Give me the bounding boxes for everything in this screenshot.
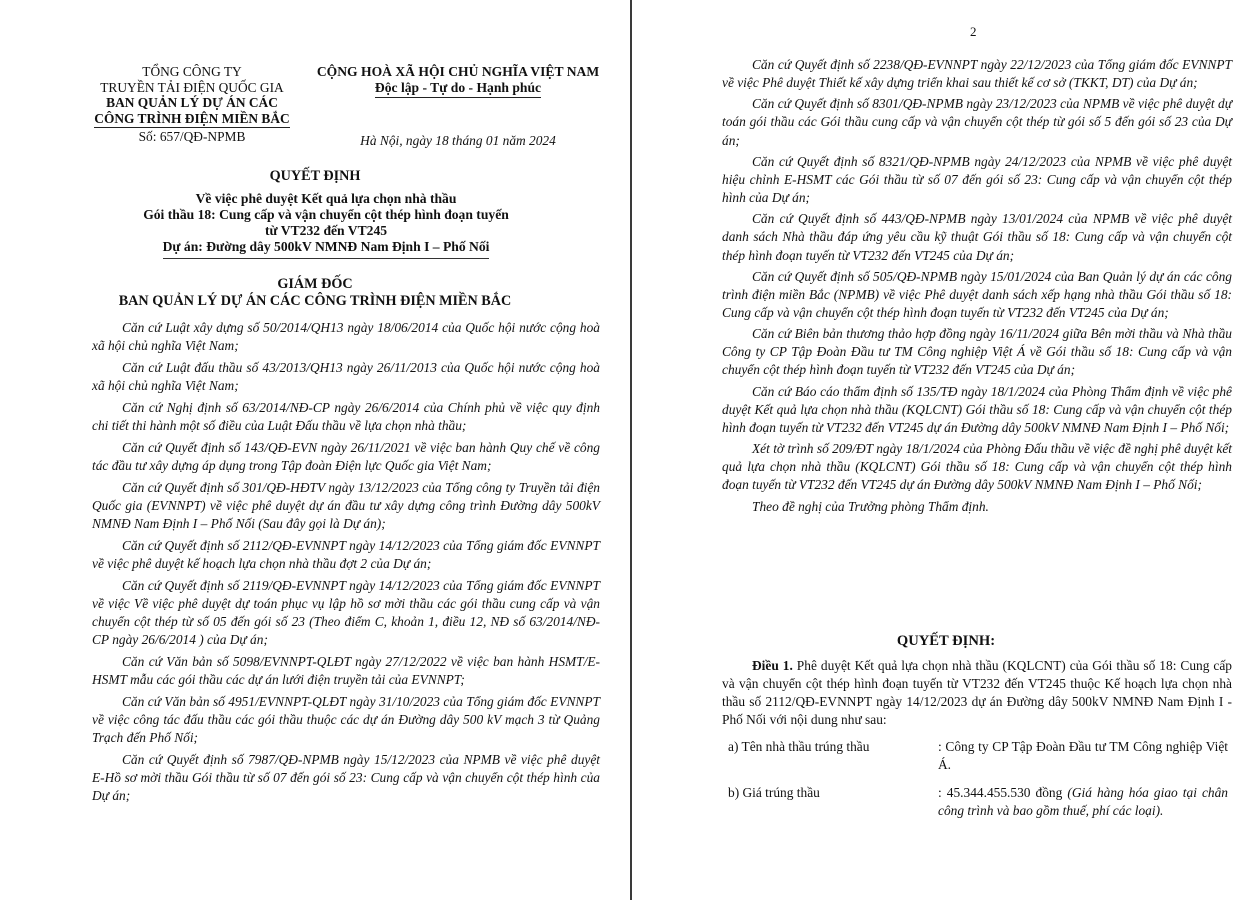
winning-price-label: b) Giá trúng thầu: [728, 785, 820, 800]
decision-subject: [56, 191, 596, 259]
legal-basis-paragraph: Căn cứ Quyết định số 8321/QĐ-NPMB ngày 24/12/2023 của NPMB về việc phê duyệt hiệu chỉnh E-HSMT các Gói thầu từ số 07 đến gói số 23: Cung cấp và vận chuyển cột thép hình của Dự án;: [722, 153, 1232, 206]
legal-basis-paragraph: Căn cứ Văn bản số 5098/EVNNPT-QLĐT ngày 27/12/2022 về việc ban hành HSMT/E-HSMT mẫu các gói thầu các dự án lưới điện truyền tải của EVNNPT;: [92, 654, 600, 688]
national-header: [300, 64, 616, 98]
subject-line-1: Về việc phê duyệt Kết quả lựa chọn nhà thầu: [195, 191, 457, 206]
org-line-4: CÔNG TRÌNH ĐIỆN MIỀN BẮC: [94, 111, 289, 129]
document-title: QUYẾT ĐỊNH: [269, 168, 361, 184]
org-line-2: TRUYỀN TẢI ĐIỆN QUỐC GIA: [100, 79, 284, 95]
winning-bidder-label: a) Tên nhà thầu trúng thầu: [728, 739, 870, 754]
legal-basis-paragraph: Căn cứ Quyết định số 143/QĐ-EVN ngày 26/11/2021 về việc ban hành Quy chế về công tác đầu tư xây dựng áp dụng trong Tập đoàn Điện lực Quốc gia Việt Nam;: [92, 439, 600, 474]
authority-title: GIÁM ĐỐC: [277, 276, 353, 292]
legal-basis-paragraph: Căn cứ Biên bản thương thảo hợp đồng ngày 16/11/2024 giữa Bên mời thầu và Nhà thầu Công ty CP Tập Đoàn Đầu tư TM Công nghiệp Việt Á về Gói thầu số 18: Cung cấp và vận chuyển cột thép hình đoạn tuyến từ VT232 đến VT245 của Dự án;: [722, 326, 1232, 378]
winning-price-note: (Giá hàng hóa giao tại chân công trình và bao gồm thuế, phí các loại).: [938, 785, 1228, 819]
winning-price-value: [938, 784, 1228, 820]
legal-basis-paragraph: Căn cứ Quyết định số 2238/QĐ-EVNNPT ngày 22/12/2023 của Tổng giám đốc EVNNPT về việc Phê duyệt Thiết kế xây dựng triển khai sau thiết kế cơ sở (TKKT, DT) của Dự án;: [722, 57, 1232, 91]
proposal-paragraph: Theo đề nghị của Trưởng phòng Thẩm định.: [752, 498, 989, 514]
legal-basis-paragraph: Căn cứ Quyết định số 7987/QĐ-NPMB ngày 15/12/2023 của NPMB về việc phê duyệt E-Hồ sơ mời thầu Gói thầu từ số 07 đến gói số 23: Cung cấp và vận chuyển cột thép hình của Dự án;: [92, 752, 600, 804]
legal-basis-paragraph: Căn cứ Luật đấu thầu số 43/2013/QH13 ngày 26/11/2013 của Quốc hội nước cộng hoà xã hội chủ nghĩa Việt Nam;: [92, 359, 600, 394]
authority-unit: BAN QUẢN LÝ DỰ ÁN CÁC CÔNG TRÌNH ĐIỆN MIỀN BẮC: [118, 293, 512, 309]
subject-line-4: Dự án: Đường dây 500kV NMNĐ Nam Định I – Phố Nối: [163, 239, 490, 259]
legal-basis-paragraph: Căn cứ Quyết định số 2112/QĐ-EVNNPT ngày 14/12/2023 của Tổng giám đốc EVNNPT về việc phê duyệt kế hoạch lựa chọn nhà thầu đợt 2 của Dự án;: [92, 538, 600, 572]
article-1-text: Phê duyệt Kết quả lựa chọn nhà thầu (KQLCNT) của Gói thầu số 18: Cung cấp và vận chuyển cột thép hình đoạn tuyến từ VT232 đến VT245 thuộc Kế hoạch lựa chọn nhà thầu số 2112/QĐ-EVNNPT ngày 14/12/2023 dự án Đường dây 500kV NMNĐ Nam Định I - Phố Nối với nội dung như sau:: [722, 658, 1232, 728]
legal-basis-paragraph: Căn cứ Quyết định số 301/QĐ-HĐTV ngày 13/12/2023 của Tổng công ty Truyền tải điện Quốc gia (EVNNPT) về việc phê duyệt dự án đầu tư xây dựng công trình Đường dây 500kV NMNĐ Nam Định I – Phố Nối (Sau đây gọi là Dự án);: [92, 479, 600, 532]
legal-basis-list-continued: [722, 56, 1232, 519]
legal-basis-paragraph: Căn cứ Quyết định số 8301/QĐ-NPMB ngày 23/12/2023 của NPMB về việc phê duyệt dự toán gói thầu các Gói thầu cung cấp và vận chuyển cột thép từ gói số 5 đến gói số 23 của Dự án;: [722, 96, 1232, 148]
document-page-2: [632, 0, 1260, 900]
country-name: CỘNG HOÀ XÃ HỘI CHỦ NGHĨA VIỆT NAM: [316, 64, 600, 79]
legal-basis-paragraph: Căn cứ Báo cáo thẩm định số 135/TĐ ngày 18/1/2024 của Phòng Thẩm định về việc phê duyệt Kết quả lựa chọn nhà thầu (KQLCNT) Gói thầu số 18: Cung cấp và vận chuyển cột thép hình đoạn tuyến từ VT232 đến VT245 dự án Đường dây 500kV NMNĐ Nam Định I – Phố Nối;: [722, 383, 1232, 435]
subject-line-2: Gói thầu 18: Cung cấp và vận chuyển cột thép hình đoạn tuyến: [143, 207, 509, 222]
legal-basis-paragraph: Căn cứ Quyết định số 2119/QĐ-EVNNPT ngày 14/12/2023 của Tổng giám đốc EVNNPT về việc Về việc phê duyệt dự toán phục vụ lập hồ sơ mời thầu các gói thầu cung cấp và vận chuyển cột thép từ số 05 đến gói số 23 (Theo điểm C, khoản 1, điều 12, NĐ số 63/2014/NĐ-CP ngày 26/6/2014 ) của Dự án;: [92, 578, 600, 648]
legal-basis-paragraph: Căn cứ Luật xây dựng số 50/2014/QH13 ngày 18/06/2014 của Quốc hội nước cộng hoà xã hội chủ nghĩa Việt Nam;: [92, 320, 600, 354]
article-1: [722, 657, 1232, 729]
legal-basis-paragraph: Căn cứ Quyết định số 443/QĐ-NPMB ngày 13/01/2024 của NPMB về việc phê duyệt danh sách Nhà thầu đáp ứng yêu cầu kỹ thuật Gói thầu số 18: Cung cấp và vận chuyển cột thép hình đoạn tuyến từ VT232 đến VT245 của Dự án;: [722, 211, 1232, 263]
legal-basis-paragraph: Xét tờ trình số 209/ĐT ngày 18/1/2024 của Phòng Đấu thầu về việc đề nghị phê duyệt kết quả lựa chọn nhà thầu (KQLCNT) Gói thầu số 18: Cung cấp và vận chuyển cột thép hình đoạn tuyến từ VT232 đến VT245 dự án Đường dây 500kV NMNĐ Nam Định I – Phố Nối;: [722, 441, 1232, 493]
org-line-1: TỔNG CÔNG TY: [142, 64, 242, 79]
winning-price-amount: : 45.344.455.530 đồng: [938, 785, 1068, 800]
subject-line-3: từ VT232 đến VT245: [264, 223, 388, 238]
org-line-3: BAN QUẢN LÝ DỰ ÁN CÁC: [106, 95, 278, 111]
legal-basis-paragraph: Căn cứ Quyết định số 505/QĐ-NPMB ngày 15/01/2024 của Ban Quản lý dự án các công trình điện miền Bắc (NPMB) về việc Phê duyệt danh sách xếp hạng nhà thầu Gói thầu số 18: Cung cấp và vận chuyển cột thép hình đoạn tuyến từ VT232 đến VT245 của Dự án;: [722, 268, 1232, 320]
winning-bidder-value: : Công ty CP Tập Đoàn Đầu tư TM Công nghiệp Việt Á.: [938, 739, 1228, 773]
legal-basis-paragraph: Căn cứ Nghị định số 63/2014/NĐ-CP ngày 26/6/2014 của Chính phủ về việc quy định chi tiết thi hành một số điều của Luật Đấu thầu về lựa chọn nhà thầu;: [92, 399, 600, 434]
decision-heading: QUYẾT ĐỊNH:: [896, 633, 996, 649]
issuing-organization-header: [76, 64, 308, 145]
legal-basis-list: [92, 319, 600, 809]
page-number: 2: [970, 24, 977, 39]
date-place-line: Hà Nội, ngày 18 tháng 01 năm 2024: [360, 133, 556, 148]
article-1-label: Điều 1.: [752, 658, 793, 673]
issuing-authority: [0, 276, 630, 310]
legal-basis-paragraph: Căn cứ Văn bản số 4951/EVNNPT-QLĐT ngày 31/10/2023 của Tổng giám đốc EVNNPT về việc công tác đấu thầu các gói thầu thuộc các dự án Đường dây 500 kV mạch 3 từ Quảng Trạch đến Phố Nối;: [92, 694, 600, 746]
national-motto: Độc lập - Tự do - Hạnh phúc: [375, 80, 541, 98]
document-number: Số: 657/QĐ-NPMB: [138, 129, 246, 145]
